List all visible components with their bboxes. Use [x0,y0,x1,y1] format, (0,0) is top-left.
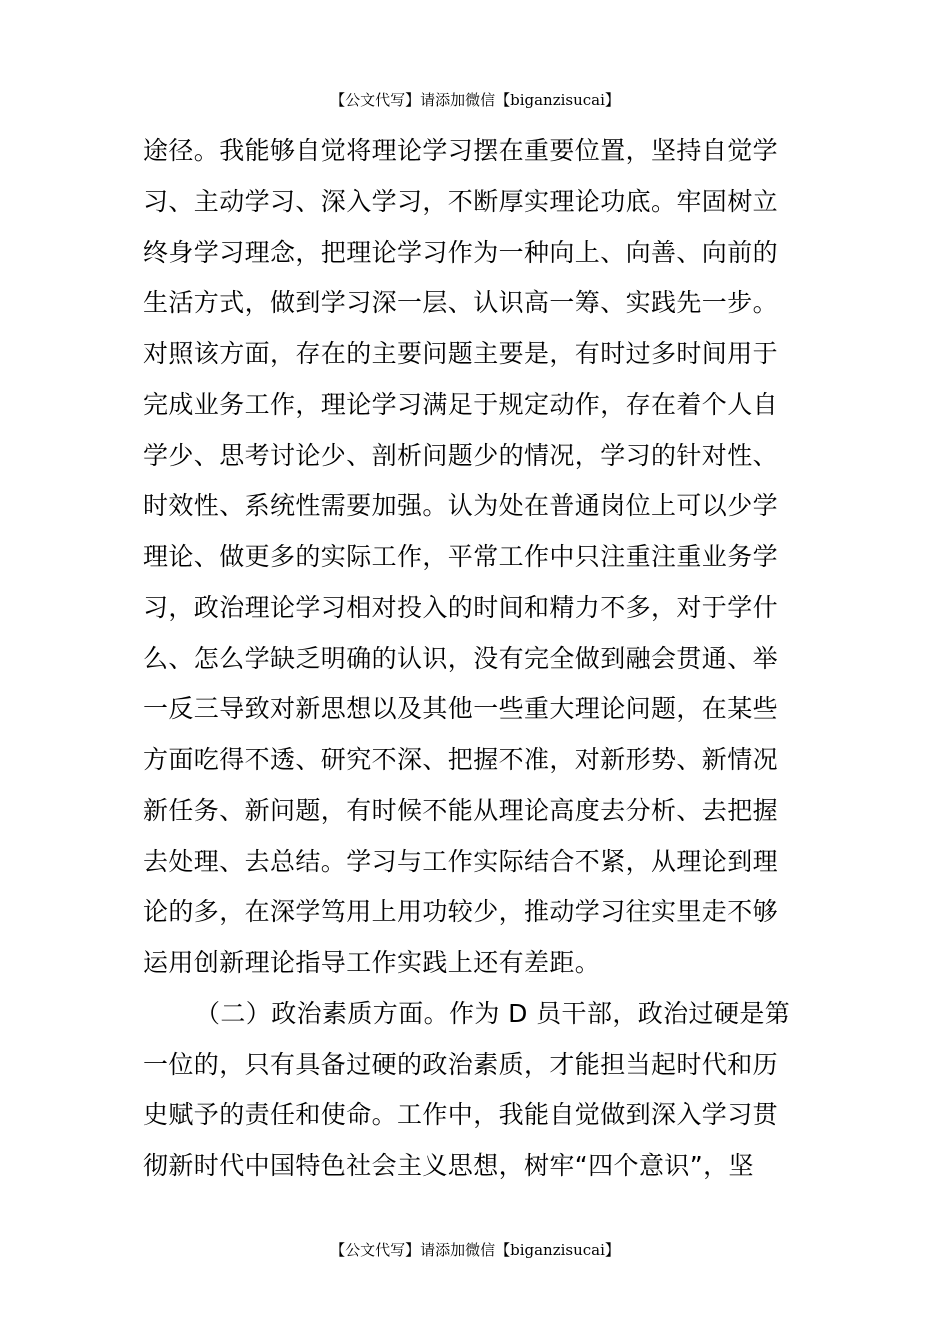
page-footer-watermark: 【公文代写】请添加微信【biganzisucai】 [330,1241,620,1259]
text-line: 彻新时代中国特色社会主义思想，树牢“四个意识”，坚 [143,1151,754,1180]
text-line: 途径。我能够自觉将理论学习摆在重要位置，坚持自觉学 [143,136,779,165]
text-line: 对照该方面，存在的主要问题主要是，有时过多时间用于 [143,339,779,368]
text-line: 新任务、新问题，有时候不能从理论高度去分析、去把握 [143,795,779,825]
text-line: 一位的，只有具备过硬的政治素质，才能担当起时代和历 [143,1049,779,1079]
text-line: 去处理、去总结。学习与工作实际结合不紧，从理论到理 [143,846,779,876]
text-line: 论的多，在深学笃用上用功较少，推动学习往实里走不够 [143,897,779,927]
text-line: 运用创新理论指导工作实践上还有差距。 [143,948,601,977]
text-line: 么、怎么学缺乏明确的认识，没有完全做到融会贯通、举 [143,643,779,673]
page-header-watermark: 【公文代写】请添加微信【biganzisucai】 [330,91,620,109]
text-line: 方面吃得不透、研究不深、把握不准，对新形势、新情况 [143,745,779,774]
text-line: 习、主动学习、深入学习，不断厚实理论功底。牢固树立 [143,186,779,216]
text-line: 一反三导致对新思想以及其他一些重大理论问题，在某些 [143,694,779,724]
text-line: 史赋予的责任和使命。工作中，我能自觉做到深入学习贯 [143,1100,779,1130]
text-line: 学少、思考讨论少、剖析问题少的情况，学习的针对性、 [143,440,779,470]
text-line: 理论、做更多的实际工作，平常工作中只注重注重业务学 [143,542,779,571]
text-line: 习，政治理论学习相对投入的时间和精力不多，对于学什 [143,592,779,622]
text-line: 生活方式，做到学习深一层、认识高一筹、实践先一步。 [143,288,779,318]
text-line: 完成业务工作，理论学习满足于规定动作，存在着个人自 [143,389,779,419]
document-body [143,126,813,1192]
section-heading-line: （二）政治素质方面。作为 D 员干部，政治过硬是第 [195,998,791,1028]
text-line: 终身学习理念，把理论学习作为一种向上、向善、向前的 [143,237,779,267]
text-line: 时效性、系统性需要加强。认为处在普通岗位上可以少学 [143,491,779,521]
